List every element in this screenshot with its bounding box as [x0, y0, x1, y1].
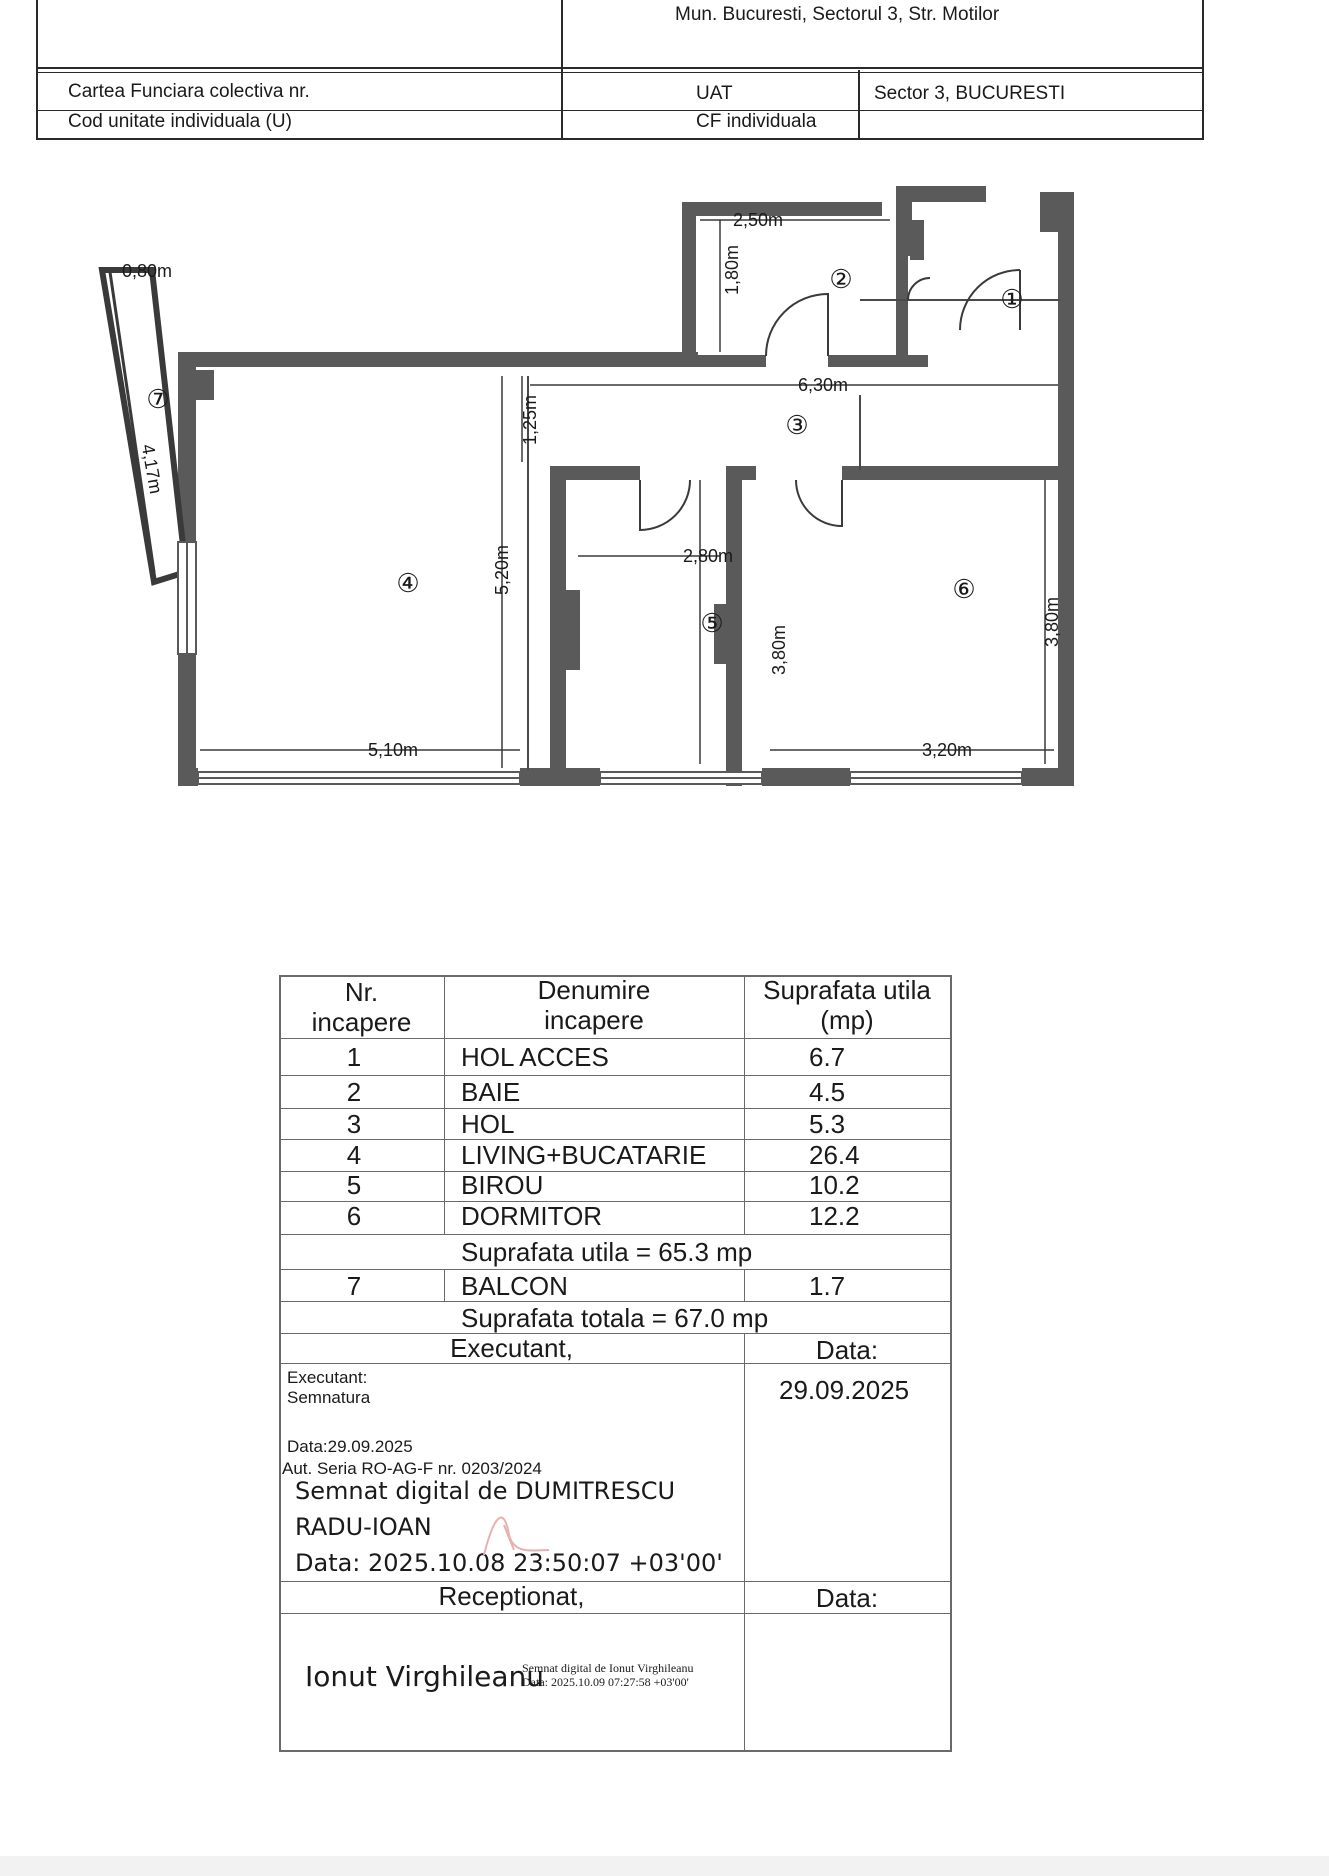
row-5-name: BIROU — [461, 1170, 544, 1200]
header-area-line2: (mp) — [820, 1005, 874, 1035]
receptionat-stamp-line-1: Semnat digital de Ionut Virghileanu — [522, 1661, 694, 1675]
header-area — [744, 975, 950, 1035]
dim-balcony-width: 0,80m — [122, 261, 173, 281]
dimension-lines — [200, 220, 1058, 768]
header-divider-2 — [858, 70, 860, 140]
row-2-nr: 2 — [346, 1077, 362, 1107]
row-1-name: HOL ACCES — [461, 1042, 609, 1072]
digital-signature-line-3: Data: 2025.10.08 23:50:07 +03'00' — [295, 1549, 723, 1577]
receptionat-signer: Ionut Virghileanu — [305, 1660, 545, 1693]
row-6-nr: 6 — [346, 1201, 362, 1231]
header-border-left — [36, 0, 38, 140]
room-marker-7: ⑦ — [146, 384, 170, 414]
header-rule-1 — [36, 67, 1204, 69]
row-4-nr: 4 — [346, 1140, 362, 1170]
dim-office-depth: 3,80m — [769, 624, 789, 676]
row-1-nr: 1 — [346, 1042, 362, 1072]
header-divider-1 — [561, 0, 563, 140]
row-3-name: HOL — [461, 1109, 515, 1139]
dim-bedroom-width: 3,20m — [921, 740, 973, 760]
room-area-table — [279, 975, 952, 1752]
row-4-area: 26.4 — [809, 1140, 860, 1170]
header-nr-line2: incapere — [311, 1007, 412, 1037]
floor-plan-drawing — [90, 180, 1100, 790]
cadastral-header-table — [36, 0, 1204, 140]
executant-line: Executant: — [287, 1368, 368, 1387]
executant-date-label: Data: — [815, 1335, 879, 1365]
receptionat-date-label: Data: — [815, 1583, 879, 1613]
dim-living-width: 5,10m — [367, 740, 419, 760]
door-swings — [640, 270, 1020, 530]
total-area: Suprafata totala = 67.0 mp — [461, 1303, 769, 1333]
row-2-name: BAIE — [461, 1077, 521, 1107]
header-area-line1: Suprafata utila — [763, 975, 931, 1005]
header-border-right — [1202, 0, 1204, 140]
address-text: Mun. Bucuresti, Sectorul 3, Str. Motilor — [675, 4, 1000, 25]
row-7-area: 1.7 — [809, 1271, 846, 1301]
dim-office-width: 2,80m — [682, 546, 734, 566]
receptionat-label: Receptionat, — [438, 1581, 585, 1611]
header-nr — [279, 977, 444, 1037]
digital-signature-line-2: RADU-IOAN — [295, 1513, 432, 1541]
cf-colectiva-label: Cartea Funciara colectiva nr. — [68, 81, 310, 102]
executant-data-line: Data:29.09.2025 — [287, 1437, 413, 1456]
balcony-outline — [102, 270, 186, 582]
header-rule-3 — [36, 138, 1204, 140]
dim-hall-width: 1,25m — [520, 394, 540, 446]
authorization-line: Aut. Seria RO-AG-F nr. 0203/2024 — [282, 1459, 542, 1478]
dim-hall-length: 6,30m — [797, 375, 849, 395]
cf-individuala-label: CF individuala — [696, 111, 817, 132]
room-marker-6: ⑥ — [952, 574, 976, 604]
row-1-area: 6.7 — [809, 1042, 846, 1072]
header-nr-line1: Nr. — [344, 977, 379, 1007]
row-5-nr: 5 — [346, 1170, 362, 1200]
page-footer-band — [0, 1856, 1329, 1876]
row-7-name: BALCON — [461, 1271, 568, 1301]
header-name-line2: incapere — [544, 1005, 644, 1035]
room-marker-5: ⑤ — [700, 608, 724, 638]
row-3-nr: 3 — [346, 1109, 362, 1139]
dim-bedroom-depth: 3,80m — [1042, 596, 1062, 648]
row-6-name: DORMITOR — [461, 1201, 603, 1231]
row-6-area: 12.2 — [809, 1201, 860, 1231]
semnatura-line: Semnatura — [287, 1388, 371, 1407]
row-4-name: LIVING+BUCATARIE — [461, 1140, 707, 1170]
room-marker-4: ④ — [396, 568, 420, 598]
plan-walls — [178, 186, 1074, 786]
header-name-line1: Denumire — [537, 975, 651, 1005]
dim-bath-depth: 1,80m — [722, 244, 742, 296]
row-5-area: 10.2 — [809, 1170, 860, 1200]
executant-label: Executant, — [450, 1333, 573, 1363]
uat-label: UAT — [696, 83, 733, 104]
dim-bath-width: 2,50m — [732, 210, 784, 230]
signature-scribble — [474, 1495, 554, 1565]
room-marker-2: ② — [829, 264, 853, 294]
row-3-area: 5.3 — [809, 1109, 846, 1139]
wall-top-living — [178, 352, 698, 367]
subtotal-usable-area: Suprafata utila = 65.3 mp — [461, 1237, 753, 1267]
row-7-nr: 7 — [346, 1271, 362, 1301]
header-name — [444, 975, 744, 1035]
cod-unitate-label: Cod unitate individuala (U) — [68, 111, 292, 132]
row-2-area: 4.5 — [809, 1077, 846, 1107]
dim-living-depth: 5,20m — [492, 544, 512, 596]
uat-value: Sector 3, BUCURESTI — [874, 83, 1066, 104]
digital-signature-line-1: Semnat digital de DUMITRESCU — [295, 1477, 676, 1505]
dim-balcony-length: 4,17m — [137, 442, 167, 496]
room-marker-1: ① — [1000, 284, 1024, 314]
executant-date-value: 29.09.2025 — [779, 1375, 910, 1405]
room-marker-3: ③ — [785, 410, 809, 440]
receptionat-stamp-line-2: Data: 2025.10.09 07:27:58 +03'00' — [522, 1675, 689, 1689]
header-rule-1b — [36, 72, 1204, 73]
